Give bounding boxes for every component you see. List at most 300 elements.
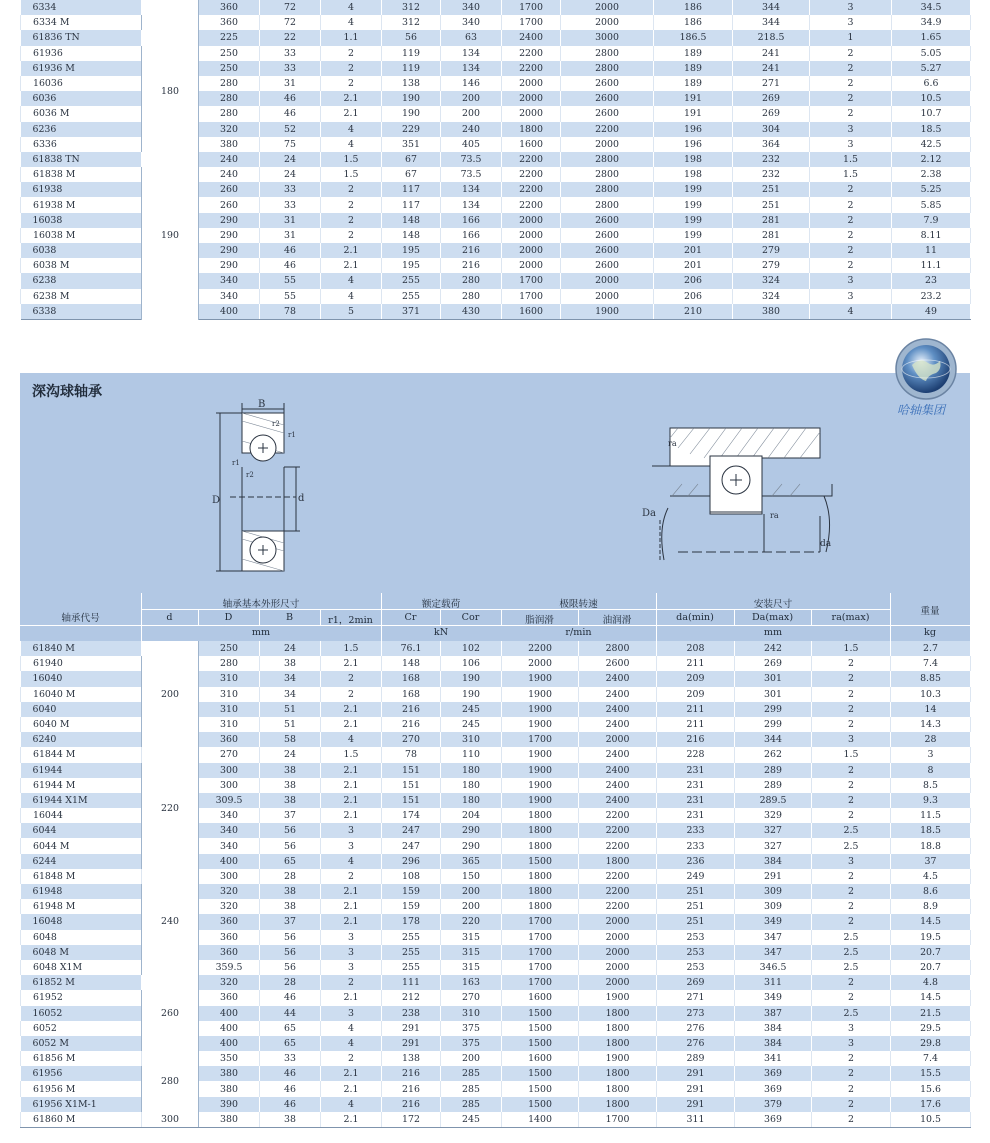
value-cell: 67 (382, 152, 441, 167)
value-cell: 102 (441, 641, 502, 656)
value-cell: 233 (657, 838, 735, 853)
value-cell: 72 (260, 0, 321, 15)
value-cell: 2 (810, 182, 892, 197)
bearing-code-cell: 16052 (21, 1006, 142, 1021)
value-cell: 369 (735, 1066, 812, 1081)
value-cell: 1800 (502, 869, 579, 884)
value-cell: 1800 (579, 1097, 657, 1112)
value-cell: 273 (657, 1006, 735, 1021)
value-cell: 255 (382, 289, 441, 304)
value-cell: 1900 (502, 717, 579, 732)
bearing-code-cell: 16048 (21, 914, 142, 929)
value-cell: 46 (260, 106, 321, 121)
value-cell: 14 (891, 702, 971, 717)
value-cell: 4 (321, 732, 382, 747)
value-cell: 31 (260, 76, 321, 91)
value-cell: 2.5 (812, 930, 891, 945)
value-cell: 2200 (579, 899, 657, 914)
value-cell: 172 (382, 1112, 441, 1128)
value-cell: 206 (654, 273, 733, 288)
value-cell: 38 (260, 656, 321, 671)
value-cell: 31 (260, 228, 321, 243)
value-cell: 75 (260, 137, 321, 152)
value-cell: 2 (810, 61, 892, 76)
header-weight: 重量 (920, 606, 940, 617)
value-cell: 42.5 (892, 137, 971, 152)
value-cell: 349 (735, 914, 812, 929)
value-cell: 280 (199, 106, 260, 121)
value-cell: 1800 (502, 122, 561, 137)
bore-d-cell: 280 (142, 1051, 199, 1112)
value-cell: 117 (382, 182, 441, 197)
value-cell: 46 (260, 91, 321, 106)
value-cell: 44 (260, 1006, 321, 1021)
value-cell: 117 (382, 197, 441, 212)
bearing-code-cell: 61848 M (21, 869, 142, 884)
value-cell: 359.5 (199, 960, 260, 975)
value-cell: 280 (441, 273, 502, 288)
value-cell: 324 (733, 289, 810, 304)
value-cell: 168 (382, 671, 441, 686)
value-cell: 1500 (502, 1066, 579, 1081)
value-cell: 2.1 (321, 91, 382, 106)
value-cell: 2 (812, 656, 891, 671)
header-unit-mm: mm (251, 627, 271, 638)
value-cell: 4 (321, 0, 382, 15)
value-cell: 76.1 (382, 641, 441, 656)
value-cell: 180 (441, 763, 502, 778)
value-cell: 2 (812, 702, 891, 717)
value-cell: 2.1 (321, 1112, 382, 1128)
value-cell: 271 (733, 76, 810, 91)
value-cell: 285 (441, 1097, 502, 1112)
value-cell: 1600 (502, 137, 561, 152)
bearing-code-cell: 6036 (21, 91, 142, 106)
value-cell: 340 (199, 838, 260, 853)
value-cell: 250 (199, 641, 260, 656)
value-cell: 231 (657, 808, 735, 823)
value-cell: 2.1 (321, 1066, 382, 1081)
value-cell: 327 (735, 838, 812, 853)
value-cell: 138 (382, 1051, 441, 1066)
value-cell: 2400 (579, 747, 657, 762)
value-cell: 2800 (561, 197, 654, 212)
value-cell: 2.1 (321, 808, 382, 823)
value-cell: 209 (657, 671, 735, 686)
value-cell: 2800 (561, 61, 654, 76)
value-cell: 190 (382, 91, 441, 106)
value-cell: 4.8 (891, 975, 971, 990)
value-cell: 279 (733, 258, 810, 273)
value-cell: 2000 (502, 213, 561, 228)
value-cell: 2200 (502, 46, 561, 61)
table-top-body (21, 0, 971, 319)
mounting-diagram (630, 420, 840, 570)
value-cell: 212 (382, 990, 441, 1005)
value-cell: 1.5 (321, 152, 382, 167)
label-B: B (258, 399, 266, 410)
value-cell: 33 (260, 182, 321, 197)
header-rated-load: 额定载荷 (421, 599, 461, 610)
value-cell: 379 (735, 1097, 812, 1112)
bearing-code-cell: 6040 (21, 702, 142, 717)
value-cell: 2600 (561, 76, 654, 91)
value-cell: 65 (260, 1021, 321, 1036)
value-cell: 2.1 (321, 717, 382, 732)
value-cell: 380 (199, 1112, 260, 1128)
value-cell: 200 (441, 1051, 502, 1066)
value-cell: 2200 (502, 182, 561, 197)
value-cell: 400 (199, 1006, 260, 1021)
value-cell: 2 (810, 243, 892, 258)
header-d: d (166, 612, 173, 623)
value-cell: 346.5 (735, 960, 812, 975)
bearing-code-cell: 16038 M (21, 228, 142, 243)
value-cell: 8.85 (891, 671, 971, 686)
label-r1b: r1 (232, 459, 240, 467)
value-cell: 276 (657, 1021, 735, 1036)
value-cell: 2.38 (892, 167, 971, 182)
bearing-code-cell: 61956 X1M-1 (21, 1097, 142, 1112)
value-cell: 2400 (579, 778, 657, 793)
value-cell: 2 (812, 717, 891, 732)
value-cell: 344 (733, 15, 810, 30)
value-cell: 225 (199, 30, 260, 45)
value-cell: 310 (199, 671, 260, 686)
value-cell: 327 (735, 823, 812, 838)
value-cell: 58 (260, 732, 321, 747)
value-cell: 1900 (502, 747, 579, 762)
value-cell: 291 (735, 869, 812, 884)
value-cell: 220 (441, 914, 502, 929)
value-cell: 1.5 (321, 167, 382, 182)
value-cell: 4 (810, 304, 892, 320)
value-cell: 2000 (561, 273, 654, 288)
value-cell: 253 (657, 945, 735, 960)
value-cell: 1800 (502, 808, 579, 823)
value-cell: 119 (382, 46, 441, 61)
value-cell: 247 (382, 838, 441, 853)
bearing-code-cell: 6238 M (21, 289, 142, 304)
value-cell: 204 (441, 808, 502, 823)
value-cell: 315 (441, 945, 502, 960)
value-cell: 291 (382, 1021, 441, 1036)
value-cell: 201 (654, 258, 733, 273)
value-cell: 2000 (579, 945, 657, 960)
value-cell: 56 (260, 945, 321, 960)
value-cell: 190 (441, 687, 502, 702)
value-cell: 56 (260, 930, 321, 945)
value-cell: 1700 (502, 15, 561, 30)
value-cell: 2 (812, 1097, 891, 1112)
value-cell: 2.1 (321, 243, 382, 258)
value-cell: 28 (260, 869, 321, 884)
value-cell: 1.5 (810, 152, 892, 167)
bearing-code-cell: 6044 M (21, 838, 142, 853)
value-cell: 1.5 (321, 641, 382, 656)
bearing-code-cell: 16044 (21, 808, 142, 823)
value-cell: 2600 (561, 106, 654, 121)
table-row (21, 747, 971, 762)
value-cell: 2 (321, 197, 382, 212)
value-cell: 299 (735, 717, 812, 732)
value-cell: 2 (812, 869, 891, 884)
value-cell: 2000 (579, 975, 657, 990)
value-cell: 189 (654, 76, 733, 91)
value-cell: 2800 (561, 182, 654, 197)
value-cell: 2 (812, 793, 891, 808)
bearing-code-cell: 61956 M (21, 1081, 142, 1096)
value-cell: 280 (441, 289, 502, 304)
value-cell: 251 (657, 884, 735, 899)
value-cell: 2.5 (812, 945, 891, 960)
value-cell: 253 (657, 930, 735, 945)
value-cell: 49 (892, 304, 971, 320)
value-cell: 347 (735, 930, 812, 945)
header-unit-kN: kN (433, 627, 449, 638)
value-cell: 240 (199, 152, 260, 167)
value-cell: 34.5 (892, 0, 971, 15)
bearing-code-cell: 6244 (21, 854, 142, 869)
value-cell: 2 (812, 808, 891, 823)
value-cell: 2.1 (321, 990, 382, 1005)
bore-d-cell (142, 0, 199, 30)
value-cell: 199 (654, 228, 733, 243)
value-cell: 148 (382, 228, 441, 243)
value-cell: 186 (654, 0, 733, 15)
label-r2: r2 (272, 420, 280, 428)
value-cell: 199 (654, 213, 733, 228)
value-cell: 360 (199, 930, 260, 945)
bearing-section-diagram (200, 395, 320, 575)
bearing-code-cell: 61936 (21, 46, 142, 61)
label-r1: r1 (288, 431, 296, 439)
value-cell: 2 (321, 228, 382, 243)
value-cell: 190 (441, 671, 502, 686)
value-cell: 255 (382, 960, 441, 975)
bearing-code-cell: 6048 X1M (21, 960, 142, 975)
value-cell: 1900 (502, 687, 579, 702)
value-cell: 400 (199, 304, 260, 320)
value-cell: 10.3 (891, 687, 971, 702)
value-cell: 199 (654, 197, 733, 212)
value-cell: 216 (441, 258, 502, 273)
value-cell: 46 (260, 258, 321, 273)
value-cell: 344 (735, 732, 812, 747)
value-cell: 340 (199, 823, 260, 838)
value-cell: 405 (441, 137, 502, 152)
value-cell: 56 (382, 30, 441, 45)
value-cell: 2 (812, 1112, 891, 1128)
value-cell: 1700 (502, 0, 561, 15)
value-cell: 1800 (579, 1066, 657, 1081)
value-cell: 151 (382, 778, 441, 793)
value-cell: 33 (260, 1051, 321, 1066)
value-cell: 1500 (502, 1006, 579, 1021)
value-cell: 67 (382, 167, 441, 182)
value-cell: 2 (321, 76, 382, 91)
value-cell: 33 (260, 46, 321, 61)
value-cell: 320 (199, 884, 260, 899)
value-cell: 23 (892, 273, 971, 288)
value-cell: 2000 (502, 258, 561, 273)
value-cell: 4 (321, 289, 382, 304)
value-cell: 216 (382, 1066, 441, 1081)
bearing-code-cell: 61844 M (21, 747, 142, 762)
value-cell: 2600 (561, 243, 654, 258)
value-cell: 24 (260, 641, 321, 656)
value-cell: 289 (657, 1051, 735, 1066)
header-grease: 脂润滑 (525, 615, 554, 626)
value-cell: 2800 (561, 46, 654, 61)
value-cell: 46 (260, 243, 321, 258)
value-cell: 22 (260, 30, 321, 45)
value-cell: 2 (812, 1051, 891, 1066)
value-cell: 1900 (579, 1051, 657, 1066)
value-cell: 1500 (502, 854, 579, 869)
value-cell: 4 (321, 122, 382, 137)
value-cell: 2.1 (321, 656, 382, 671)
value-cell: 250 (199, 61, 260, 76)
bearing-code-cell: 6338 (21, 304, 142, 320)
value-cell: 46 (260, 1097, 321, 1112)
value-cell: 2.5 (812, 1006, 891, 1021)
value-cell: 1.5 (812, 641, 891, 656)
value-cell: 269 (733, 91, 810, 106)
value-cell: 1600 (502, 304, 561, 320)
value-cell: 1700 (502, 273, 561, 288)
value-cell: 238 (382, 1006, 441, 1021)
value-cell: 2 (812, 1066, 891, 1081)
value-cell: 190 (382, 106, 441, 121)
value-cell: 2400 (502, 30, 561, 45)
header-install-dims: 安装尺寸 (753, 599, 793, 610)
header-da-min: da(min) (676, 612, 714, 623)
value-cell: 300 (199, 763, 260, 778)
bearing-code-cell: 6036 M (21, 106, 142, 121)
value-cell: 2 (810, 197, 892, 212)
value-cell: 4 (321, 1036, 382, 1051)
value-cell: 18.5 (891, 823, 971, 838)
value-cell: 1600 (502, 990, 579, 1005)
value-cell: 31 (260, 213, 321, 228)
value-cell: 311 (657, 1112, 735, 1128)
value-cell: 138 (382, 76, 441, 91)
value-cell: 289.5 (735, 793, 812, 808)
value-cell: 232 (733, 167, 810, 182)
value-cell: 262 (735, 747, 812, 762)
value-cell: 285 (441, 1066, 502, 1081)
value-cell: 10.5 (891, 1112, 971, 1128)
value-cell: 38 (260, 1112, 321, 1128)
value-cell: 2400 (579, 717, 657, 732)
value-cell: 1700 (579, 1112, 657, 1128)
value-cell: 2000 (502, 106, 561, 121)
value-cell: 20.7 (891, 945, 971, 960)
value-cell: 340 (199, 273, 260, 288)
value-cell: 34 (260, 687, 321, 702)
bearing-code-cell: 6334 M (21, 15, 142, 30)
value-cell: 191 (654, 91, 733, 106)
value-cell: 4 (321, 273, 382, 288)
value-cell: 6.6 (892, 76, 971, 91)
value-cell: 2 (812, 1081, 891, 1096)
header-unit-mm2: mm (763, 627, 783, 638)
value-cell: 24 (260, 167, 321, 182)
value-cell: 2200 (579, 869, 657, 884)
value-cell: 150 (441, 869, 502, 884)
value-cell: 1700 (502, 914, 579, 929)
value-cell: 2.1 (321, 793, 382, 808)
value-cell: 2000 (561, 0, 654, 15)
value-cell: 280 (199, 76, 260, 91)
value-cell: 2 (321, 869, 382, 884)
value-cell: 281 (733, 213, 810, 228)
bore-d-cell: 300 (142, 1112, 199, 1128)
value-cell: 196 (654, 122, 733, 137)
value-cell: 251 (657, 899, 735, 914)
value-cell: 3 (810, 289, 892, 304)
header-Da-max: Da(max) (751, 612, 794, 623)
header-code: 轴承代号 (61, 613, 100, 624)
value-cell: 8.6 (891, 884, 971, 899)
value-cell: 4.5 (891, 869, 971, 884)
value-cell: 206 (654, 289, 733, 304)
value-cell: 14.3 (891, 717, 971, 732)
table-header (20, 593, 970, 641)
value-cell: 280 (199, 91, 260, 106)
value-cell: 18.8 (891, 838, 971, 853)
value-cell: 2 (321, 182, 382, 197)
value-cell: 200 (441, 884, 502, 899)
value-cell: 360 (199, 732, 260, 747)
value-cell: 3 (321, 838, 382, 853)
value-cell: 148 (382, 213, 441, 228)
bore-d-cell: 260 (142, 975, 199, 1051)
value-cell: 9.3 (891, 793, 971, 808)
value-cell: 384 (735, 1036, 812, 1051)
value-cell: 56 (260, 960, 321, 975)
bearing-code-cell: 6336 (21, 137, 142, 152)
value-cell: 24 (260, 747, 321, 762)
value-cell: 3 (321, 960, 382, 975)
value-cell: 270 (382, 732, 441, 747)
bearing-code-cell: 61838 TN (21, 152, 142, 167)
value-cell: 365 (441, 854, 502, 869)
value-cell: 387 (735, 1006, 812, 1021)
value-cell: 72 (260, 15, 321, 30)
value-cell: 324 (733, 273, 810, 288)
value-cell: 312 (382, 15, 441, 30)
value-cell: 341 (735, 1051, 812, 1066)
value-cell: 1700 (502, 960, 579, 975)
value-cell: 134 (441, 46, 502, 61)
value-cell: 1800 (579, 1081, 657, 1096)
value-cell: 37 (260, 914, 321, 929)
value-cell: 4 (321, 1097, 382, 1112)
value-cell: 2200 (579, 808, 657, 823)
value-cell: 301 (735, 687, 812, 702)
value-cell: 56 (260, 838, 321, 853)
value-cell: 290 (199, 228, 260, 243)
label-r2b: r2 (246, 471, 254, 479)
table-row (21, 30, 971, 45)
value-cell: 2 (321, 975, 382, 990)
value-cell: 2 (810, 91, 892, 106)
value-cell: 400 (199, 1021, 260, 1036)
value-cell: 2800 (561, 152, 654, 167)
value-cell: 33 (260, 197, 321, 212)
